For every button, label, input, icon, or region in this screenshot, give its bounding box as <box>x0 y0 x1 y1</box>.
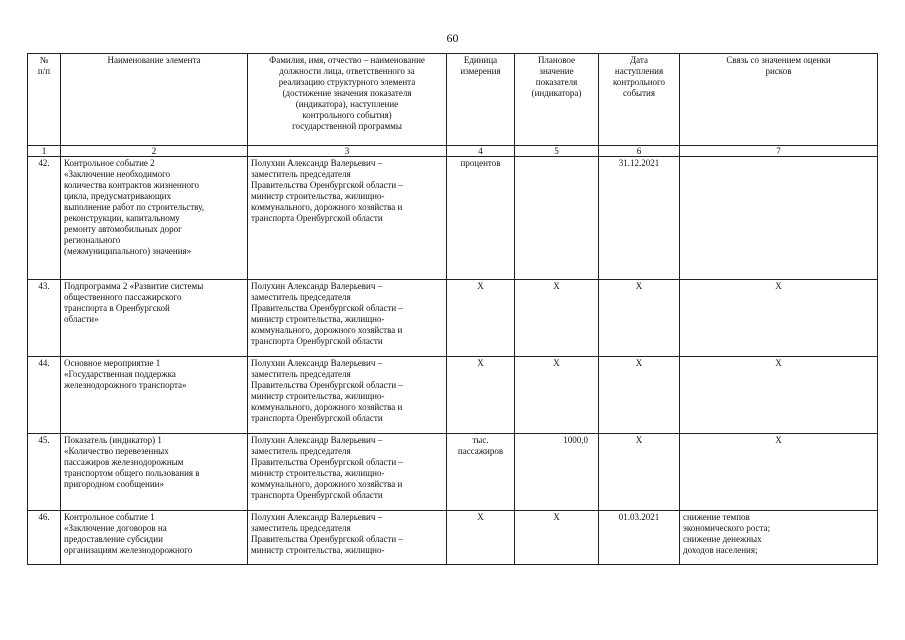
header-event-date: Дата наступления контрольного события <box>599 54 680 146</box>
risk-link-cell: Х <box>680 357 878 434</box>
column-number: 1 <box>28 146 61 157</box>
plan-value-cell <box>515 157 599 280</box>
risk-link-cell: Х <box>680 280 878 357</box>
row-number: 45. <box>28 434 61 511</box>
responsible-cell: Полухин Александр Валерьевич – заместитель председателя Правительства Оренбургской области – министр строительства, жилищно- коммунального, дорожного хозяйства и транспорта Оренбургской области <box>248 357 447 434</box>
element-name-cell: Подпрограмма 2 «Развитие системы общественного пассажирского транспорта в Оренбургской области» <box>61 280 248 357</box>
header-unit: Единица измерения <box>447 54 515 146</box>
row-number: 46. <box>28 511 61 565</box>
plan-value-cell: Х <box>515 280 599 357</box>
header-plan-value: Плановое значение показателя (индикатора) <box>515 54 599 146</box>
unit-cell: процентов <box>447 157 515 280</box>
responsible-cell: Полухин Александр Валерьевич – заместитель председателя Правительства Оренбургской области – министр строительства, жилищно- <box>248 511 447 565</box>
event-date-cell: Х <box>599 357 680 434</box>
row-number: 42. <box>28 157 61 280</box>
table-header-row <box>28 54 878 146</box>
plan-value-cell: 1000,0 <box>515 434 599 511</box>
column-number: 6 <box>599 146 680 157</box>
element-name-cell: Контрольное событие 1 «Заключение договоров на предоставление субсидии организациям железнодорожного <box>61 511 248 565</box>
risk-link-cell: снижение темпов экономического роста; снижение денежных доходов населения; <box>680 511 878 565</box>
table-row <box>28 357 878 434</box>
unit-cell: Х <box>447 280 515 357</box>
plan-value-cell: Х <box>515 357 599 434</box>
responsible-cell: Полухин Александр Валерьевич – заместитель председателя Правительства Оренбургской области – министр строительства, жилищно- коммунального, дорожного хозяйства и транспорта Оренбургской области <box>248 434 447 511</box>
header-risk-link: Связь со значением оценки рисков <box>680 54 878 146</box>
event-date-cell: Х <box>599 280 680 357</box>
table-row <box>28 157 878 280</box>
responsible-cell: Полухин Александр Валерьевич – заместитель председателя Правительства Оренбургской области – министр строительства, жилищно- коммунального, дорожного хозяйства и транспорта Оренбургской области <box>248 280 447 357</box>
column-number-row <box>28 146 878 157</box>
element-name-cell: Контрольное событие 2 «Заключение необходимого количества контрактов жизненного цикла, предусматривающих выполнение работ по строительству, реконструкции, капитальному ремонту автомобильных дорог регионального (межмуниципального) значения» <box>61 157 248 280</box>
unit-cell: Х <box>447 511 515 565</box>
element-name-cell: Основное мероприятие 1 «Государственная поддержка железнодорожного транспорта» <box>61 357 248 434</box>
risk-link-cell <box>680 157 878 280</box>
table-row <box>28 280 878 357</box>
column-number: 5 <box>515 146 599 157</box>
header-element-name: Наименование элемента <box>61 54 248 146</box>
risk-link-cell: Х <box>680 434 878 511</box>
control-events-table <box>27 53 878 565</box>
event-date-cell: Х <box>599 434 680 511</box>
column-number: 3 <box>248 146 447 157</box>
row-number: 43. <box>28 280 61 357</box>
header-responsible: Фамилия, имя, отчество – наименование должности лица, ответственного за реализацию структурного элемента (достижение значения показателя (индикатора), наступление контрольного события) государственной программы <box>248 54 447 146</box>
event-date-cell: 01.03.2021 <box>599 511 680 565</box>
table-row <box>28 511 878 565</box>
responsible-cell: Полухин Александр Валерьевич – заместитель председателя Правительства Оренбургской области – министр строительства, жилищно- коммунального, дорожного хозяйства и транспорта Оренбургской области <box>248 157 447 280</box>
element-name-cell: Показатель (индикатор) 1 «Количество перевезенных пассажиров железнодорожным транспортом общего пользования в пригородном сообщении» <box>61 434 248 511</box>
header-num: № п/п <box>28 54 61 146</box>
unit-cell: тыс. пассажиров <box>447 434 515 511</box>
column-number: 4 <box>447 146 515 157</box>
column-number: 7 <box>680 146 878 157</box>
unit-cell: Х <box>447 357 515 434</box>
plan-value-cell: Х <box>515 511 599 565</box>
event-date-cell: 31.12.2021 <box>599 157 680 280</box>
column-number: 2 <box>61 146 248 157</box>
table-row <box>28 434 878 511</box>
row-number: 44. <box>28 357 61 434</box>
page-number: 60 <box>446 31 459 45</box>
